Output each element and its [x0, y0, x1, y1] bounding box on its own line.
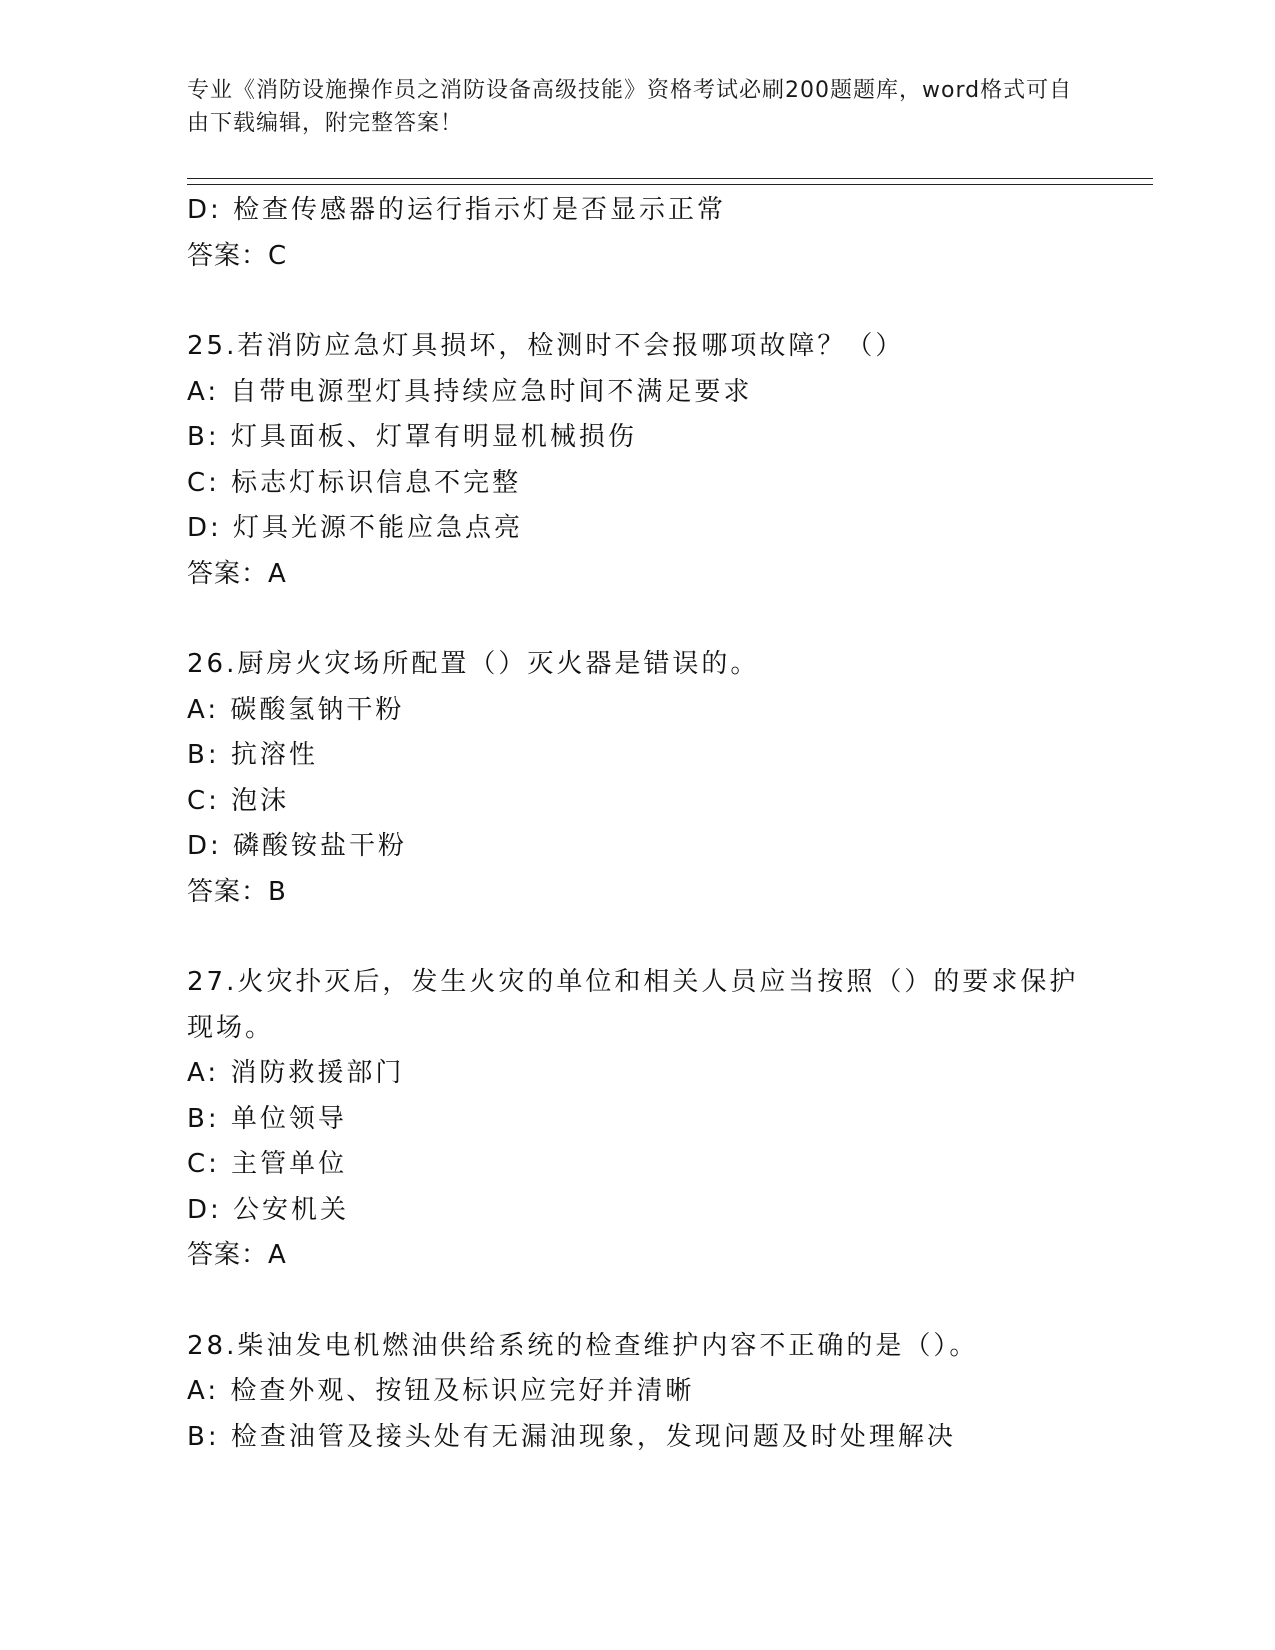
question-28	[187, 1324, 1087, 1461]
option-b: B: 灯具面板、灯罩有明显机械损伤	[187, 422, 637, 452]
option-d: D: 灯具光源不能应急点亮	[187, 513, 524, 543]
option-b: B: 检查油管及接头处有无漏油现象，发现问题及时处理解决	[187, 1421, 956, 1452]
answer-line: 答案：B	[187, 876, 287, 907]
question-25	[187, 324, 1087, 597]
option-c: C: 标志灯标识信息不完整	[187, 467, 522, 498]
question-stem: 28.柴油发电机燃油供给系统的检查维护内容不正确的是（）。	[187, 1330, 979, 1361]
question-stem: 26.厨房火灾场所配置（）灭火器是错误的。	[187, 649, 760, 679]
question-stem: 27.火灾扑灭后，发生火灾的单位和相关人员应当按照（）的要求保护	[187, 967, 1079, 997]
spacer	[187, 915, 1087, 960]
option-d: D: 磷酸铵盐干粉	[187, 831, 408, 861]
answer-line: 答案：C	[187, 240, 288, 271]
header-rule-top	[187, 178, 1153, 179]
option-c: C: 泡沫	[187, 785, 290, 816]
question-26	[187, 642, 1087, 915]
question-stem: 25.若消防应急灯具损坏，检测时不会报哪项故障？（）	[187, 331, 905, 361]
option-d: D: 公安机关	[187, 1194, 350, 1225]
option-a: A: 碳酸氢钠干粉	[187, 694, 405, 725]
question-27	[187, 960, 1087, 1279]
option-b: B: 抗溶性	[187, 740, 318, 770]
question-stem-continued: 现场。	[187, 1012, 275, 1043]
answer-line: 答案：A	[187, 558, 287, 589]
answer-line: 答案：A	[187, 1240, 287, 1270]
option-d: D: 检查传感器的运行指示灯是否显示正常	[187, 195, 727, 225]
spacer	[187, 597, 1087, 642]
option-a: A: 自带电源型灯具持续应急时间不满足要求	[187, 376, 753, 407]
option-a: A: 检查外观、按钮及标识应完好并清晰	[187, 1376, 695, 1406]
option-a: A: 消防救援部门	[187, 1058, 405, 1088]
document-intro: 专业《消防设施操作员之消防设备高级技能》资格考试必刷200题题库，word格式可自由下载编辑，附完整答案！	[187, 78, 1073, 136]
option-c: C: 主管单位	[187, 1149, 348, 1179]
spacer	[187, 1279, 1087, 1324]
spacer	[187, 279, 1087, 324]
header-rule-bottom	[187, 184, 1153, 185]
option-b: B: 单位领导	[187, 1103, 347, 1134]
question-list	[187, 188, 1087, 1460]
